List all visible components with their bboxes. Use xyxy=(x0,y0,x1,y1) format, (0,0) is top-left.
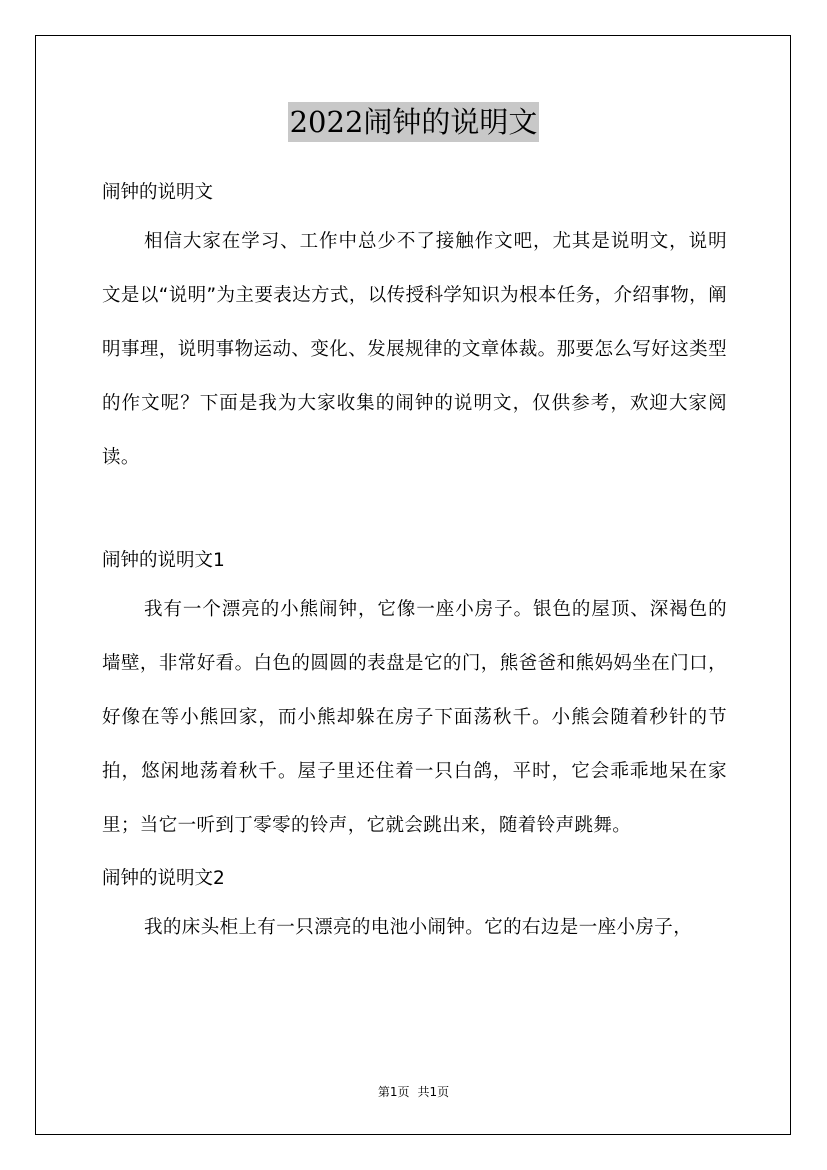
page-total: 共1页 xyxy=(417,1085,450,1099)
blank-line xyxy=(102,485,727,539)
section2-heading: 闹钟的说明文2 xyxy=(102,868,225,889)
intro-heading: 闹钟的说明文 xyxy=(102,182,214,203)
document-body xyxy=(102,171,727,955)
section1-heading: 闹钟的说明文1 xyxy=(102,550,225,571)
section1-paragraph: 我有一个漂亮的小熊闹钟，它像一座小房子。银色的屋顶、深褐色的墙壁，非常好看。白色的圆圆的表盘是它的门，熊爸爸和熊妈妈坐在门口，好像在等小熊回家，而小熊却躲在房子下面荡秋千。小熊会随着秒针的节拍，悠闲地荡着秋千。屋子里还住着一只白鸽，平时，它会乖乖地呆在家里；当它一听到丁零零的铃声，它就会跳出来，随着铃声跳舞。 xyxy=(102,599,727,836)
document-title: 2022闹钟的说明文 xyxy=(288,102,540,142)
intro-paragraph: 相信大家在学习、工作中总少不了接触作文吧，尤其是说明文，说明文是以“说明”为主要表达方式，以传授科学知识为根本任务，介绍事物，阐明事理，说明事物运动、变化、发展规律的文章体裁。那要怎么写好这类型的作文呢？下面是我为大家收集的闹钟的说明文，仅供参考，欢迎大家阅读。 xyxy=(102,231,727,468)
page-number: 第1页 xyxy=(377,1085,410,1099)
title-container xyxy=(0,102,827,142)
section2-paragraph: 我的床头柜上有一只漂亮的电池小闹钟。它的右边是一座小房子， xyxy=(144,917,693,938)
page-footer xyxy=(0,1083,827,1100)
